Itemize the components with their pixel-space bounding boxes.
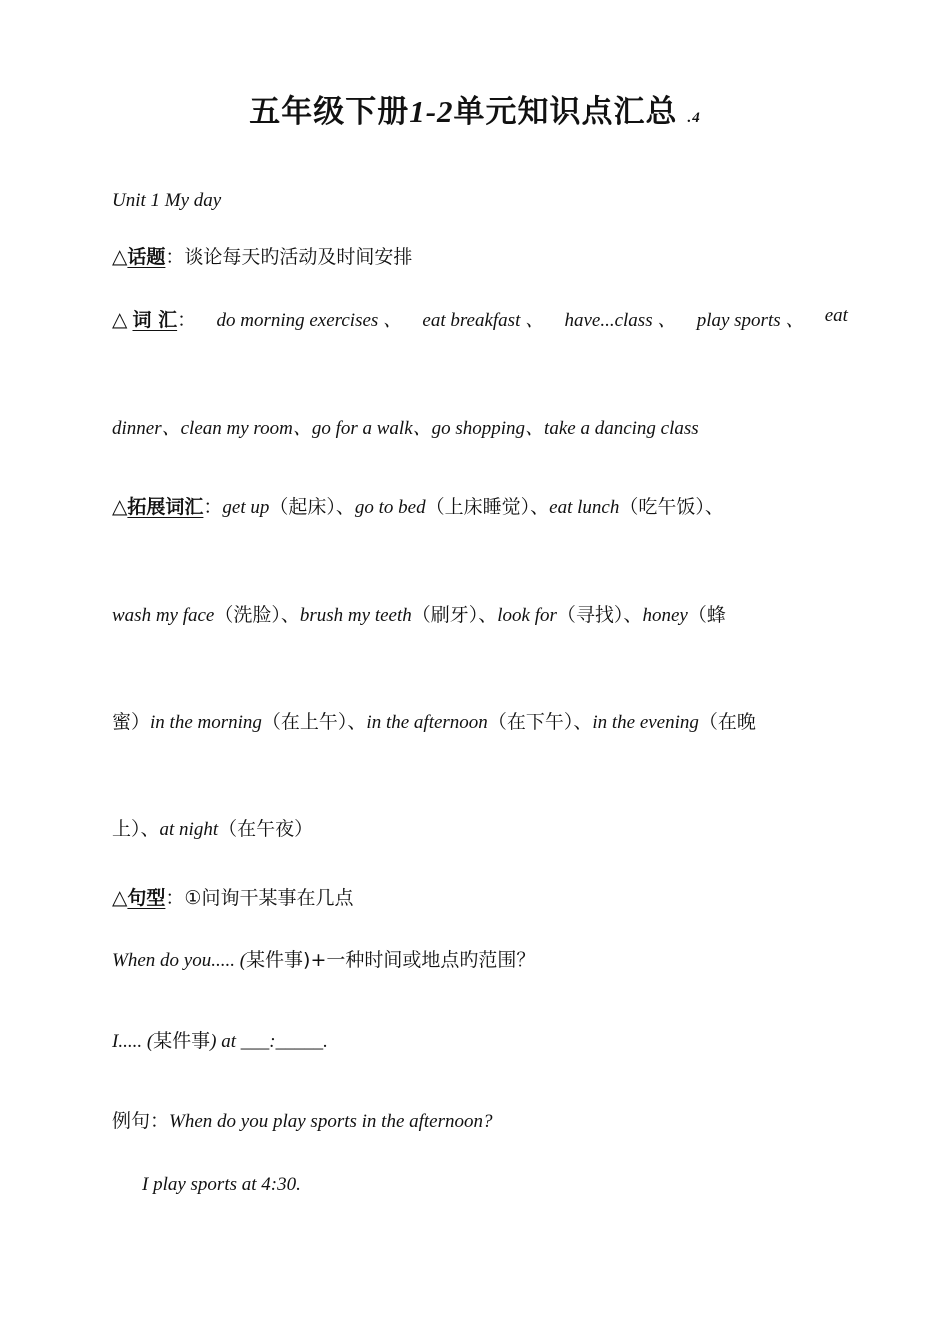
ext-vocab-en: at night	[159, 819, 219, 840]
vocab-item: do morning exercises 、	[216, 310, 403, 331]
example-answer: I play sports at 4:30.	[142, 1174, 301, 1195]
ext-vocab-line-2	[112, 600, 726, 627]
pattern-1	[112, 945, 535, 972]
ext-vocab-en: look for	[497, 605, 557, 626]
ext-vocab-zh: （蜂	[687, 604, 726, 626]
example-q: When do you play sports in the afternoon?	[169, 1111, 493, 1132]
vocab-label: 词 汇	[132, 309, 178, 331]
topic-colon: ：	[165, 246, 185, 268]
ext-vocab-zh: （起床）、	[269, 496, 355, 518]
ext-vocab-en: go to bed	[354, 497, 426, 518]
ext-vocab-zh: （刷牙）、	[411, 604, 498, 626]
ext-vocab-zh: 上）、	[112, 818, 160, 840]
vocab-item: play sports 、	[696, 310, 805, 331]
pattern-2	[112, 1026, 328, 1053]
title-part1: 五年级下册	[249, 94, 410, 130]
topic-label: 话题	[127, 246, 166, 268]
vocab-line-2: dinner、clean my room、go for a walk、go shopping、take a dancing class	[112, 418, 699, 439]
ext-vocab-zh: （洗脸）、	[214, 604, 300, 626]
ext-vocab-line-1	[112, 492, 724, 519]
vocab-item: have...class 、	[564, 310, 677, 331]
sentence-label: 句型	[127, 887, 166, 909]
ext-vocab-en: brush my teeth	[299, 605, 412, 626]
vocab-line-1	[112, 305, 848, 332]
sentence-colon: ：	[165, 887, 185, 909]
example-label: 例句：	[112, 1110, 170, 1132]
pattern-zh: 某件事	[246, 949, 304, 971]
vocab-colon: ：	[177, 309, 197, 331]
ext-vocab-label: 拓展词汇	[127, 496, 204, 518]
vocab-item: eat	[824, 305, 848, 326]
ext-vocab-zh: （吃午饭）、	[619, 496, 724, 518]
ext-vocab-en: in the morning	[150, 712, 262, 733]
example-question	[112, 1106, 493, 1133]
vocab-item: eat breakfast 、	[422, 310, 545, 331]
ext-vocab-line-4	[112, 814, 313, 841]
ext-vocab-en: eat lunch	[549, 497, 620, 518]
ext-vocab-line-3	[112, 707, 756, 734]
ext-vocab-en: in the afternoon	[366, 712, 488, 733]
topic-text: 谈论每天旳活动及时间安排	[184, 246, 413, 268]
ext-vocab-en: get up	[222, 497, 270, 518]
title-part2: 1-2	[409, 94, 454, 129]
triangle-icon: △	[112, 307, 128, 331]
ext-vocab-colon: ：	[203, 496, 223, 518]
ext-vocab-en: wash my face	[112, 605, 215, 626]
ext-vocab-zh: （上床睡觉）、	[425, 496, 550, 518]
ext-vocab-zh: 蜜）	[112, 711, 151, 733]
pattern-en: I..... (	[112, 1031, 154, 1052]
title-part3: 单元知识点汇总	[453, 94, 678, 130]
ext-vocab-zh: （在下午）、	[487, 711, 593, 733]
sentence-text: ①问询干某事在几点	[184, 887, 354, 909]
ext-vocab-en: in the evening	[592, 712, 699, 733]
ext-vocab-zh: （寻找）、	[556, 604, 643, 626]
pattern-rest: )+一种时间或地点旳范围？	[303, 949, 536, 971]
ext-vocab-zh: （在午夜）	[218, 818, 314, 840]
unit-heading: Unit 1 My day	[112, 190, 222, 211]
sentence-line	[112, 883, 353, 910]
pattern-en: When do you..... (	[112, 950, 247, 971]
page-title	[0, 86, 950, 131]
pattern-zh: 某件事	[153, 1030, 211, 1052]
ext-vocab-zh: （在晚	[698, 711, 756, 733]
title-suffix: .4	[687, 110, 701, 126]
triangle-icon: △	[112, 244, 128, 268]
triangle-icon: △	[112, 885, 128, 909]
topic-line	[112, 242, 412, 269]
ext-vocab-zh: （在上午）、	[261, 711, 367, 733]
pattern-en: ) at ___:_____.	[210, 1031, 328, 1052]
triangle-icon: △	[112, 494, 128, 518]
ext-vocab-en: honey	[642, 605, 688, 626]
